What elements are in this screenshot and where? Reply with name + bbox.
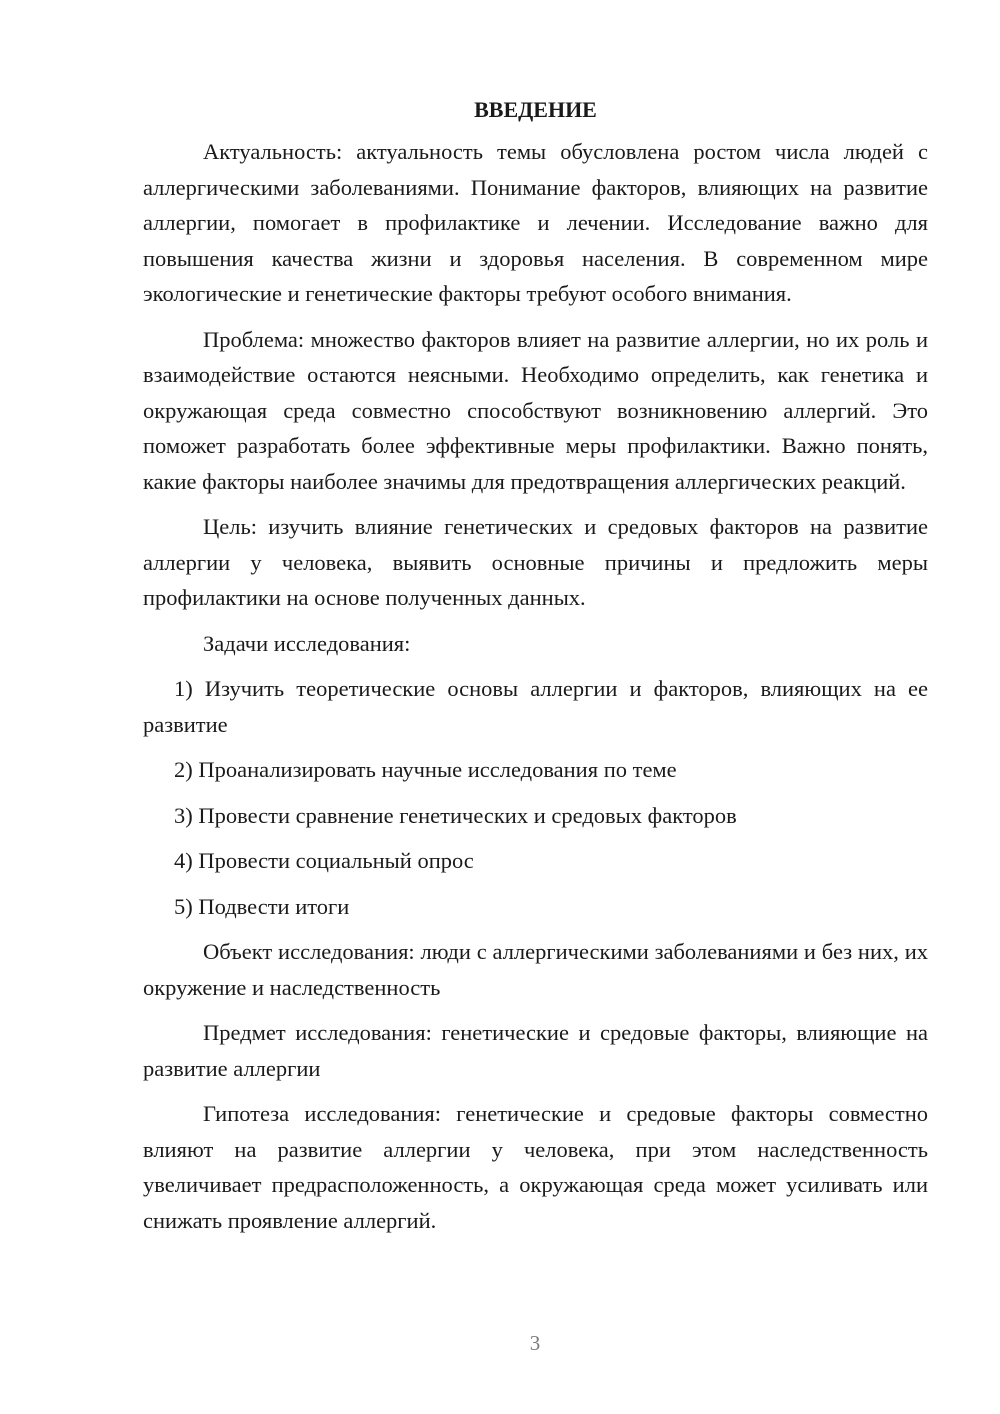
section-heading: ВВЕДЕНИЕ xyxy=(474,97,597,122)
task-item: 3) Провести сравнение генетических и средовых факторов xyxy=(174,802,737,828)
tasks-list xyxy=(143,671,928,924)
relevance-paragraph: Актуальность: актуальность темы обусловлена ростом числа людей с аллергическими заболеваниями. Понимание факторов, влияющих на развитие аллергии, помогает в профилактике и лечении. Исследование важно для повышения качества жизни и здоровья населения. В современном мире экологические и генетические факторы требуют особого внимания. xyxy=(143,139,928,306)
task-item: 4) Провести социальный опрос xyxy=(174,848,474,873)
page-body xyxy=(143,92,928,1248)
page-number: 3 xyxy=(529,1331,541,1355)
problem-paragraph: Проблема: множество факторов влияет на развитие аллергии, но их роль и взаимодействие остаются неясными. Необходимо определить, как генетика и окружающая среда совместно способствуют возникновению аллергий. Это поможет разработать более эффективные меры профилактики. Важно понять, какие факторы наиболее значимы для предотвращения аллергических реакций. xyxy=(143,326,928,494)
subject-paragraph: Предмет исследования: генетические и средовые факторы, влияющие на развитие аллергии xyxy=(143,1020,928,1081)
tasks-heading: Задачи исследования: xyxy=(203,630,411,656)
goal-paragraph: Цель: изучить влияние генетических и средовых факторов на развитие аллергии у человека, выявить основные причины и предложить меры профилактики на основе полученных данных. xyxy=(143,514,928,610)
task-item: 2) Проанализировать научные исследования по теме xyxy=(174,757,677,782)
task-item: 1) Изучить теоретические основы аллергии и факторов, влияющих на ее развитие xyxy=(143,676,928,737)
object-paragraph: Объект исследования: люди с аллергическими заболеваниями и без них, их окружение и наследственность xyxy=(143,939,928,1000)
task-item: 5) Подвести итоги xyxy=(174,893,350,919)
hypothesis-paragraph: Гипотеза исследования: генетические и средовые факторы совместно влияют на развитие аллергии у человека, при этом наследственность увеличивает предрасположенность, а окружающая среда может усиливать или снижать проявление аллергий. xyxy=(143,1101,928,1233)
